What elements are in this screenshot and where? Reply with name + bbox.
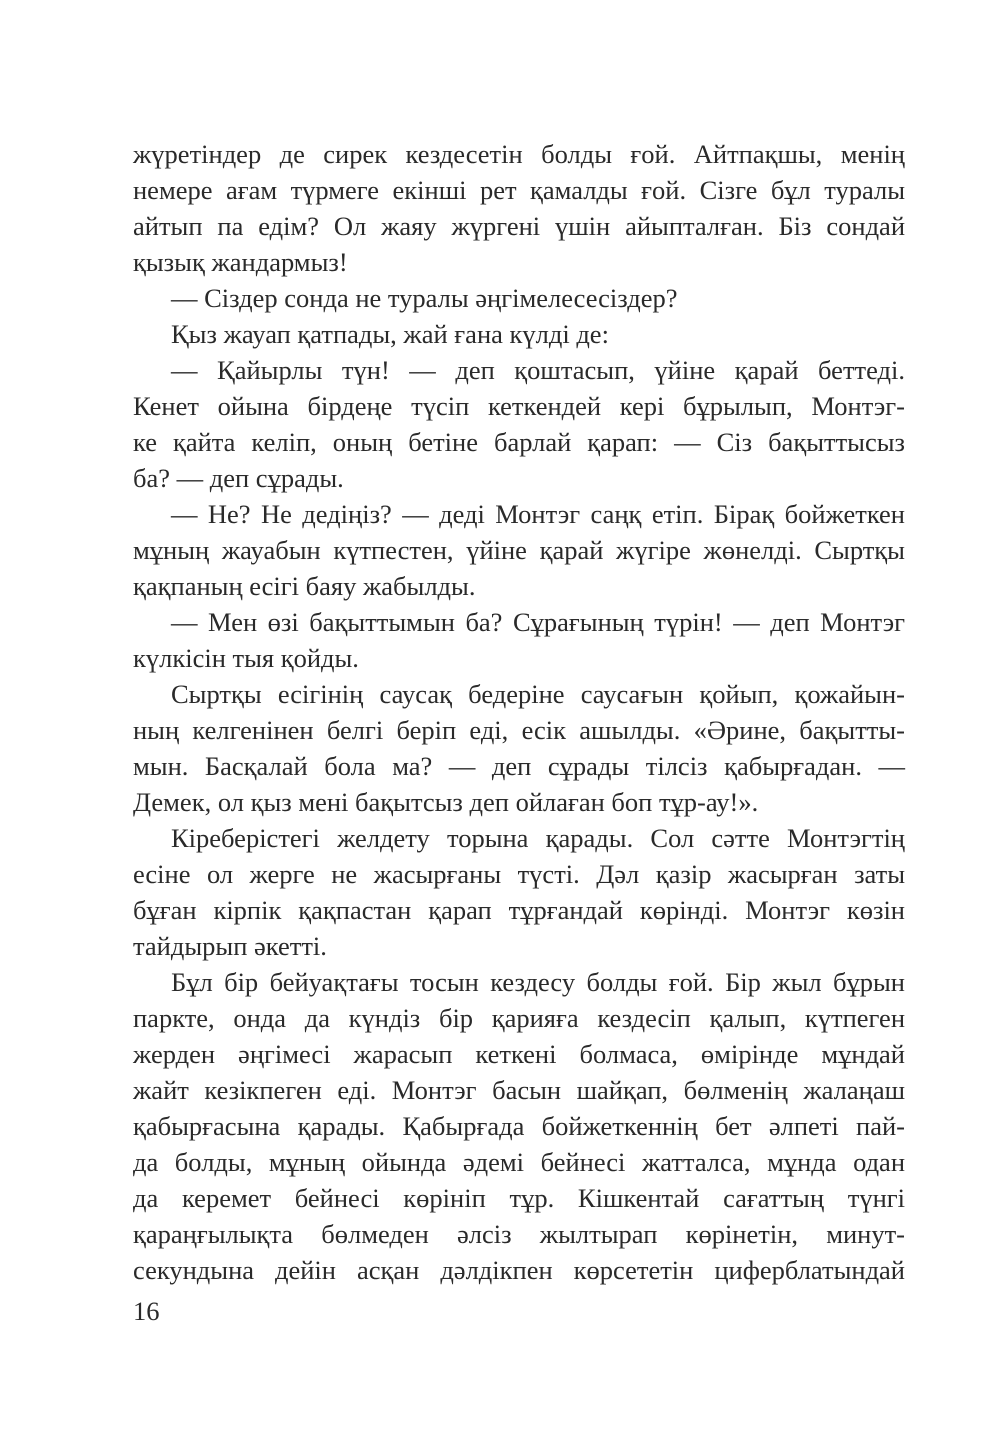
text-line: ның келгенінен белгі беріп еді, есік ашылды. «Әрине, бақытты- (133, 715, 905, 745)
text-line: ба? — деп сұрады. (133, 463, 344, 493)
dialogue-line: — Қайырлы түн! — деп қоштасып, үйіне қарай беттеді. (171, 355, 905, 385)
text-line: бұған кірпік қақпастан қарап тұрғандай көрінді. Монтэг көзін (133, 895, 905, 925)
text-line: Кенет ойына бірдеңе түсіп кеткендей кері бұрылып, Монтэг- (133, 391, 905, 421)
dialogue-line: — Сіздер сонда не туралы әңгімелесесіздер? (171, 283, 678, 313)
text-line: ке қайта келіп, оның бетіне барлай қарап: — Сіз бақыттысыз (133, 427, 905, 457)
text-line: қақпаның есігі баяу жабылды. (133, 571, 476, 601)
text-line: да болды, мұның ойында әдемі бейнесі жатталса, мұнда одан (133, 1147, 905, 1177)
dialogue-line: — Не? Не дедіңіз? — деді Монтэг саңқ етіп. Бірақ бойжеткен (171, 499, 905, 529)
text-line: жайт кезікпеген еді. Монтэг басын шайқап, бөлменің жалаңаш (133, 1075, 905, 1105)
text-line: Қыз жауап қатпады, жай ғана күлді де: (171, 319, 609, 349)
text-line: мұның жауабын күтпестен, үйіне қарай жүгіре жөнелді. Сыртқы (133, 535, 905, 565)
text-line: қабырғасына қарады. Қабырғада бойжеткеннің бет әлпеті пай- (133, 1111, 905, 1141)
text-line: Демек, ол қыз мені бақытсыз деп ойлаған боп тұр-ау!». (133, 787, 759, 817)
dialogue-line: — Мен өзі бақыттымын ба? Сұрағының түрін! — деп Монтэг (171, 607, 905, 637)
text-line: паркте, онда да күндіз бір қарияға кездесіп қалып, күтпеген (133, 1003, 905, 1033)
text-line: секундына дейін асқан дәлдікпен көрсететін циферблатындай (133, 1255, 905, 1285)
text-line: қараңғылықта бөлмеден әлсіз жылтырап көрінетін, минут- (133, 1219, 905, 1249)
text-line: жерден әңгімесі жарасып кеткені болмаса, өмірінде мұндай (133, 1039, 905, 1069)
text-line: айтып па едім? Ол жаяу жүргені үшін айыпталған. Біз сондай (133, 211, 905, 241)
text-line: қызық жандармыз! (133, 247, 348, 277)
text-line: Сыртқы есігінің саусақ бедеріне саусағын қойып, қожайын- (171, 679, 905, 709)
text-line: Бұл бір бейуақтағы тосын кездесу болды ғой. Бір жыл бұрын (171, 967, 905, 997)
text-line: жүретіндер де сирек кездесетін болды ғой. Айтпақшы, менің (133, 139, 905, 169)
text-line: тайдырып әкетті. (133, 931, 327, 961)
text-line: немере ағам түрмеге екінші рет қамалды ғой. Сізге бұл туралы (133, 175, 905, 205)
text-line: мын. Басқалай бола ма? — деп сұрады тілсіз қабырғадан. — (133, 751, 905, 781)
page-number: 16 (133, 1296, 160, 1326)
text-line: күлкісін тыя қойды. (133, 643, 359, 673)
text-line: Кіреберістегі желдету торына қарады. Сол сәтте Монтэгтің (171, 823, 905, 853)
text-line: есіне ол жерге не жасырғаны түсті. Дәл қазір жасырған заты (133, 859, 905, 889)
text-line: да керемет бейнесі көрініп тұр. Кішкентай сағаттың түнгі (133, 1183, 905, 1213)
